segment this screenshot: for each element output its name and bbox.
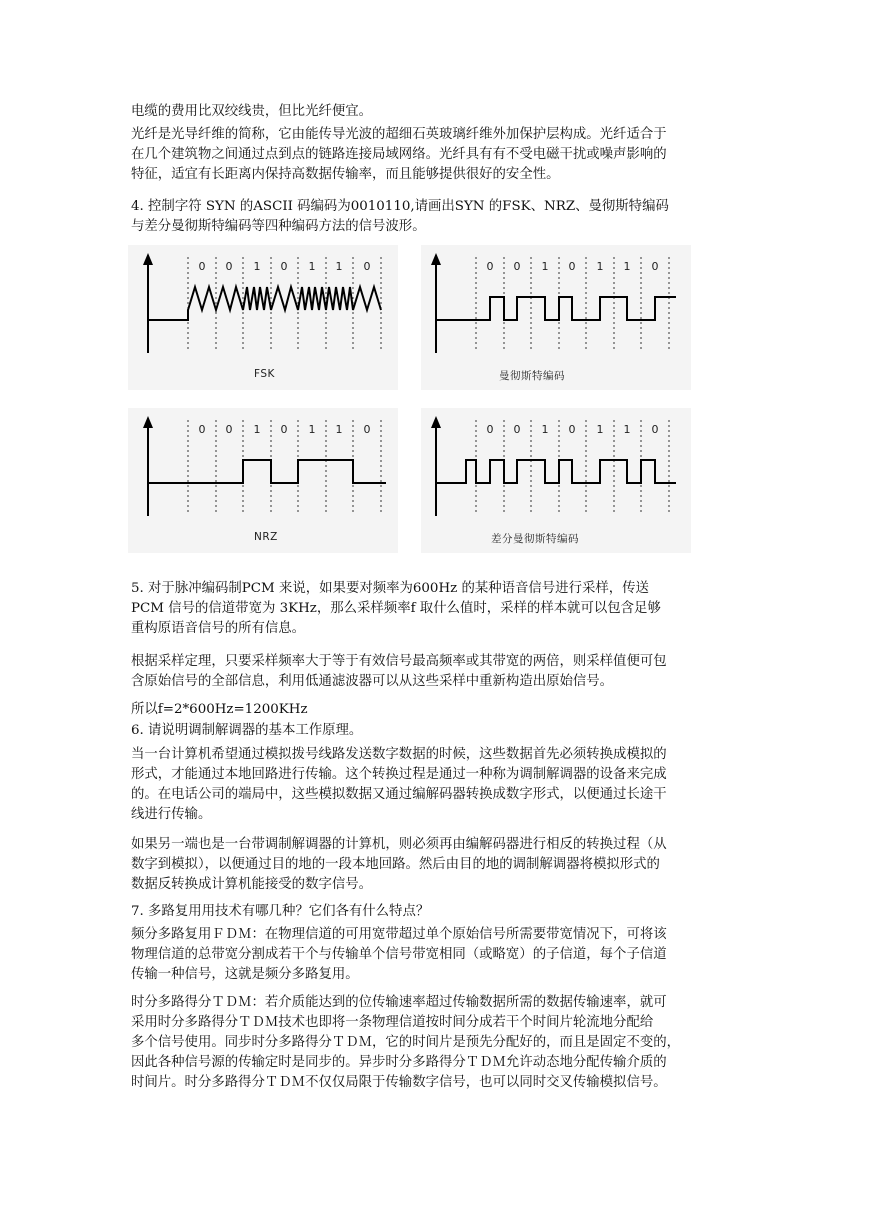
answer-7-fdm bbox=[131, 925, 741, 985]
bit-label: 0 bbox=[198, 260, 206, 273]
answer-5 bbox=[131, 652, 741, 692]
bit-label: 0 bbox=[651, 423, 659, 436]
text-line: PCM 信号的信道带宽为 3KHz，那么采样频率f 取什么值时，采样的样本就可以包含足够 bbox=[131, 601, 661, 616]
bit-label: 0 bbox=[486, 423, 494, 436]
text-line: 所以f=2*600Hz=1200KHz bbox=[131, 702, 308, 717]
text-line: 根据采样定理，只要采样频率大于等于有效信号最高频率或其带宽的两倍，则采样值便可包 bbox=[131, 654, 667, 669]
question-5 bbox=[131, 579, 741, 639]
text-line: 光纤是光导纤维的简称，它由能传导光波的超细石英玻璃纤维外加保护层构成。光纤适合于 bbox=[131, 127, 667, 142]
text-line: 含原始信号的全部信息，利用低通滤波器可以从这些采样中重新构造出原始信号。 bbox=[131, 674, 614, 689]
bit-label: 1 bbox=[308, 423, 316, 436]
fsk-caption: FSK bbox=[254, 368, 275, 380]
bit-label: 0 bbox=[486, 260, 494, 273]
bit-label: 1 bbox=[596, 423, 604, 436]
bit-label: 0 bbox=[568, 423, 576, 436]
text-line: 重构原语音信号的所有信息。 bbox=[131, 621, 306, 636]
diff-manchester-caption: 差分曼彻斯特编码 bbox=[491, 533, 579, 545]
text-line: 在几个建筑物之间通过点到点的链路连接局域网络。光纤具有有不受电磁干扰或噪声影响的 bbox=[131, 147, 667, 162]
text-line: 6. 请说明调制解调器的基本工作原理。 bbox=[131, 723, 363, 738]
bit-label: 0 bbox=[198, 423, 206, 436]
bit-label: 1 bbox=[335, 423, 343, 436]
paragraph-fiber bbox=[131, 125, 741, 185]
answer-5-formula bbox=[131, 700, 741, 720]
text-line: 时分多路得分ＴＤＭ：若介质能达到的位传输速率超过传输数据所需的数据传输速率，就可 bbox=[131, 995, 667, 1010]
text-line: 传输一种信号，这就是频分多路复用。 bbox=[131, 967, 359, 982]
text-line: 特征，适宜有长距离内保持高数据传输率，而且能够提供很好的安全性。 bbox=[131, 167, 560, 182]
bit-label: 1 bbox=[253, 423, 261, 436]
text-line: 采用时分多路得分ＴＤＭ技术也即将一条物理信道按时间分成若干个时间片轮流地分配给 bbox=[131, 1015, 654, 1030]
text-line: 数字到模拟），以便通过目的地的一段本地回路。然后由目的地的调制解调器将模拟形式的 bbox=[131, 857, 660, 872]
text-line: 物理信道的总带宽分割成若干个与传输单个信号带宽相同（或略宽）的子信道，每个子信道 bbox=[131, 947, 667, 962]
question-7 bbox=[131, 902, 741, 922]
bit-labels bbox=[487, 260, 659, 273]
encoding-waveform-figure bbox=[128, 245, 693, 557]
fsk-panel bbox=[128, 245, 398, 390]
bit-label: 1 bbox=[596, 260, 604, 273]
text-line: 形式，才能通过本地回路进行传输。这个转换过程是通过一种称为调制解调器的设备来完成 bbox=[131, 767, 667, 782]
question-6 bbox=[131, 721, 741, 741]
text-line: 时间片。时分多路得分ＴＤＭ不仅仅局限于传输数字信号，也可以同时交叉传输模拟信号。 bbox=[131, 1075, 667, 1090]
bit-label: 1 bbox=[541, 260, 549, 273]
answer-6-continued bbox=[131, 835, 741, 895]
nrz-panel bbox=[128, 408, 398, 553]
bit-label: 0 bbox=[225, 423, 233, 436]
bit-label: 0 bbox=[225, 260, 233, 273]
text-line: 5. 对于脉冲编码制PCM 来说，如果要对频率为600Hz 的某种语音信号进行采样，传送 bbox=[131, 581, 649, 596]
text-line: 频分多路复用ＦＤＭ：在物理信道的可用宽带超过单个原始信号所需要带宽情况下，可将该 bbox=[131, 927, 667, 942]
bit-label: 0 bbox=[363, 260, 371, 273]
text-line: 如果另一端也是一台带调制解调器的计算机，则必须再由编解码器进行相反的转换过程（从 bbox=[131, 837, 667, 852]
diff-manchester-panel bbox=[421, 408, 691, 553]
text-line: 数据反转换成计算机能接受的数字信号。 bbox=[131, 877, 373, 892]
bit-label: 1 bbox=[623, 260, 631, 273]
bit-label: 1 bbox=[623, 423, 631, 436]
text-line: 与差分曼彻斯特编码等四种编码方法的信号波形。 bbox=[131, 219, 426, 234]
answer-6 bbox=[131, 745, 741, 825]
bit-labels bbox=[487, 423, 659, 436]
bit-label: 0 bbox=[280, 423, 288, 436]
bit-label: 0 bbox=[363, 423, 371, 436]
manchester-caption: 曼彻斯特编码 bbox=[499, 370, 565, 382]
manchester-panel bbox=[421, 245, 691, 390]
text-line: 电缆的费用比双绞线贵，但比光纤便宜。 bbox=[131, 104, 373, 119]
text-line: 的。在电话公司的端局中，这些模拟数据又通过编解码器转换成数字形式，以便通过长途干 bbox=[131, 787, 667, 802]
bit-label: 1 bbox=[541, 423, 549, 436]
bit-label: 1 bbox=[308, 260, 316, 273]
text-line: 4. 控制字符 SYN 的ASCII 码编码为0010110,请画出SYN 的FSK、NRZ、曼彻斯特编码 bbox=[131, 199, 669, 214]
bit-labels bbox=[199, 423, 371, 436]
bit-label: 0 bbox=[513, 260, 521, 273]
bit-label: 0 bbox=[280, 260, 288, 273]
question-4 bbox=[131, 197, 741, 237]
nrz-caption: NRZ bbox=[254, 531, 278, 543]
text-line: 多个信号使用。同步时分多路得分ＴＤＭ，它的时间片是预先分配好的，而且是固定不变的， bbox=[131, 1035, 681, 1050]
text-line: 线进行传输。 bbox=[131, 807, 212, 822]
text-line: 因此各种信号源的传输定时是同步的。异步时分多路得分ＴＤＭ允许动态地分配传输介质的 bbox=[131, 1055, 667, 1070]
bit-labels bbox=[199, 260, 371, 273]
bit-label: 0 bbox=[513, 423, 521, 436]
text-line: 7. 多路复用用技术有哪几种？它们各有什么特点？ bbox=[131, 904, 430, 919]
paragraph-cable-cost bbox=[131, 102, 741, 122]
answer-7-tdm bbox=[131, 993, 741, 1093]
text-line: 当一台计算机希望通过模拟拨号线路发送数字数据的时候，这些数据首先必须转换成模拟的 bbox=[131, 747, 667, 762]
bit-label: 1 bbox=[253, 260, 261, 273]
bit-label: 0 bbox=[651, 260, 659, 273]
bit-label: 0 bbox=[568, 260, 576, 273]
bit-label: 1 bbox=[335, 260, 343, 273]
